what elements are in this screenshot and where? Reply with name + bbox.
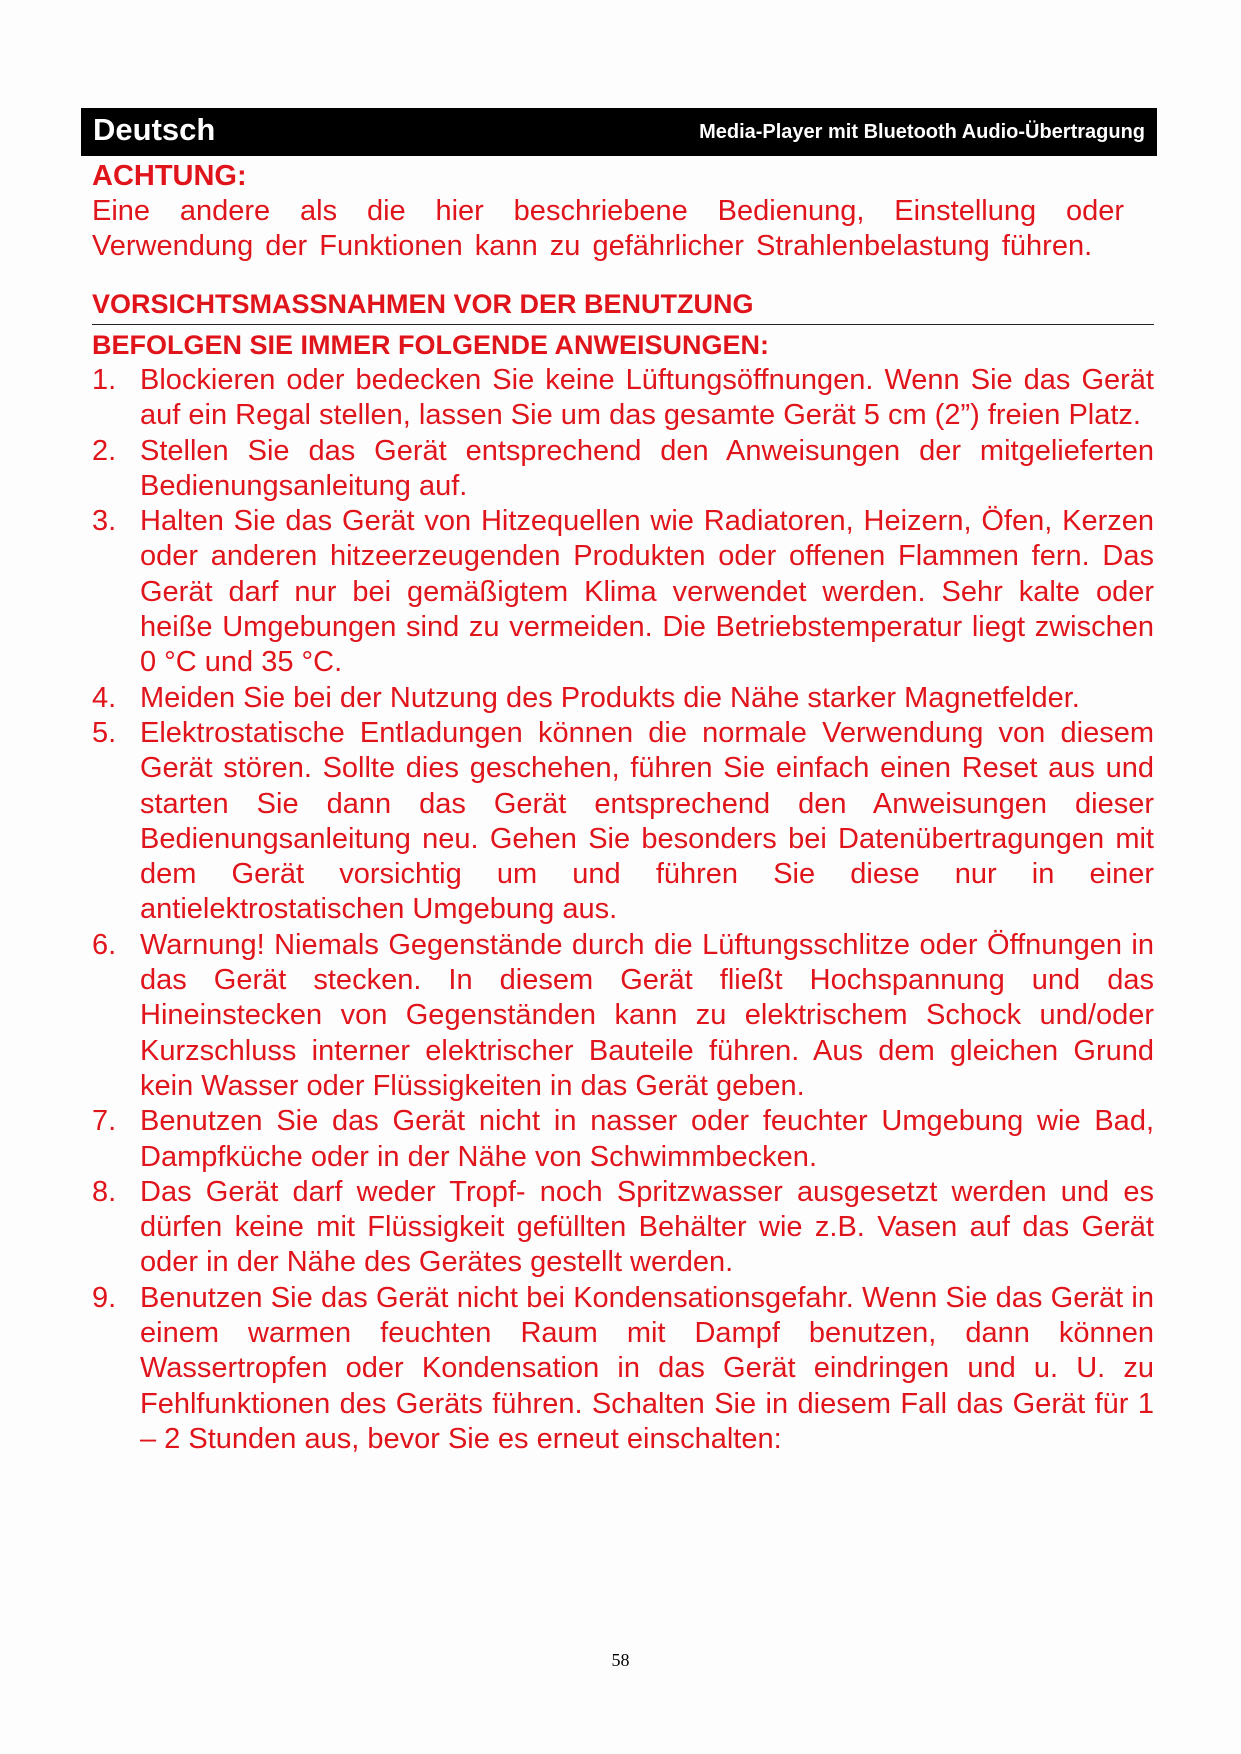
page-number: 58 bbox=[611, 1650, 630, 1670]
product-title: Media-Player mit Bluetooth Audio-Übertragung bbox=[699, 121, 1145, 143]
item-text: Elektrostatische Entladungen können die normale Verwendung von diesem Gerät stören. Sollte dies geschehen, führen Sie einfach einen Reset aus und starten Sie dann das Gerät entsprechend den Anweisungen dieser Bedienungsanleitung neu. Gehen Sie besonders bei Datenübertragungen mit dem Gerät vorsichtig um und führen Sie diese nur in einer antielektrostatischen Umgebung aus. bbox=[140, 716, 1154, 926]
caution-text: Eine andere als die hier beschriebene Bedienung, Einstellung oder Verwendung der Funktionen kann zu gefährlicher Strahlenbelastung führen. bbox=[92, 195, 1124, 262]
item-number: 3. bbox=[92, 505, 117, 538]
item-text: Stellen Sie das Gerät entsprechend den Anweisungen der mitgelieferten Bedienungsanleitung auf. bbox=[140, 434, 1154, 502]
subsection-title: BEFOLGEN SIE IMMER FOLGENDE ANWEISUNGEN: bbox=[92, 330, 770, 360]
item-text: Blockieren oder bedecken Sie keine Lüftungsöffnungen. Wenn Sie das Gerät auf ein Regal stellen, lassen Sie um das gesamte Gerät 5 cm (2”) freien Platz. bbox=[140, 364, 1154, 432]
item-number: 4. bbox=[92, 681, 117, 714]
item-number: 6. bbox=[92, 928, 117, 961]
list-item bbox=[92, 1175, 1154, 1281]
list-item bbox=[92, 1104, 1154, 1175]
item-text: Benutzen Sie das Gerät nicht in nasser oder feuchter Umgebung wie Bad, Dampfküche oder in der Nähe von Schwimmbecken. bbox=[140, 1105, 1154, 1173]
item-text: Das Gerät darf weder Tropf- noch Spritzwasser ausgesetzt werden und es dürfen keine mit Flüssigkeit gefüllten Behälter wie z.B. Vasen auf das Gerät oder in der Nähe des Gerätes gestellt werden. bbox=[140, 1175, 1154, 1279]
item-number: 9. bbox=[92, 1281, 117, 1314]
instruction-list bbox=[92, 363, 1154, 1457]
page-content bbox=[92, 158, 1154, 1457]
header-bar bbox=[81, 108, 1157, 156]
item-text: Warnung! Niemals Gegenstände durch die Lüftungsschlitze oder Öffnungen in das Gerät stecken. In diesem Gerät fließt Hochspannung und das Hineinstecken von Gegenständen kann zu elektrischem Schock und/oder Kurzschluss interner elektrischer Bauteile führen. Aus dem gleichen Grund kein Wasser oder Flüssigkeiten in das Gerät geben. bbox=[140, 928, 1154, 1102]
list-item bbox=[92, 681, 1154, 716]
item-number: 2. bbox=[92, 434, 117, 467]
item-number: 8. bbox=[92, 1175, 117, 1208]
list-item bbox=[92, 1281, 1154, 1457]
list-item bbox=[92, 434, 1154, 505]
item-text: Benutzen Sie das Gerät nicht bei Kondensationsgefahr. Wenn Sie das Gerät in einem warmen feuchten Raum mit Dampf benutzen, dann können Wassertropfen oder Kondensation in das Gerät eindringen und u. U. zu Fehlfunktionen des Geräts führen. Schalten Sie in diesem Fall das Gerät für 1 – 2 Stunden aus, bevor Sie es erneut einschalten: bbox=[140, 1281, 1154, 1455]
item-number: 7. bbox=[92, 1105, 117, 1138]
language-label: Deutsch bbox=[93, 112, 216, 147]
section-title: VORSICHTSMASSNAHMEN VOR DER BENUTZUNG bbox=[92, 286, 1154, 325]
item-number: 5. bbox=[92, 716, 117, 749]
item-number: 1. bbox=[92, 364, 117, 396]
list-item bbox=[92, 928, 1154, 1104]
item-text: Meiden Sie bei der Nutzung des Produkts die Nähe starker Magnetfelder. bbox=[140, 681, 1080, 714]
list-item bbox=[92, 504, 1154, 680]
list-item bbox=[92, 716, 1154, 928]
item-text: Halten Sie das Gerät von Hitzequellen wie Radiatoren, Heizern, Öfen, Kerzen oder anderen hitzeerzeugenden Produkten oder offenen Flammen fern. Das Gerät darf nur bei gemäßigtem Klima verwendet werden. Sehr kalte oder heiße Umgebungen sind zu vermeiden. Die Betriebstemperatur liegt zwischen 0 °C und 35 °C. bbox=[140, 505, 1154, 679]
list-item bbox=[92, 363, 1154, 434]
caution-heading: ACHTUNG: bbox=[92, 160, 247, 192]
